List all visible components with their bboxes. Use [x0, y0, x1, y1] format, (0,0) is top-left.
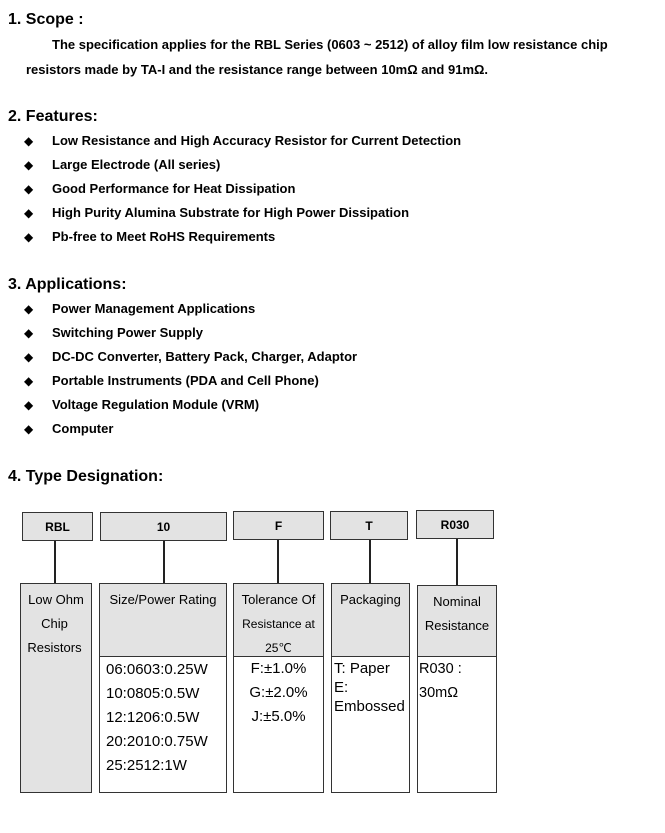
desc-box-resistance: [417, 585, 497, 658]
code-text: R030: [440, 517, 470, 532]
list-item: Voltage Regulation Module (VRM): [52, 397, 260, 412]
value-line: J:±5.0%: [251, 708, 306, 725]
connector-line: [456, 539, 458, 585]
connector-line: [369, 540, 371, 583]
desc-box-packaging: [331, 583, 410, 658]
diamond-bullet-icon: ◆: [24, 350, 34, 364]
value-line: 10:0805:0.5W: [106, 685, 200, 702]
desc-text: Nominal: [433, 594, 481, 609]
diamond-bullet-icon: ◆: [24, 422, 34, 436]
desc-box-size: [99, 583, 227, 658]
code-box-resistance: [416, 510, 494, 539]
desc-text: Resistance at 25℃: [242, 617, 315, 655]
diamond-bullet-icon: ◆: [24, 398, 34, 412]
diamond-bullet-icon: ◆: [24, 134, 34, 148]
diamond-bullet-icon: ◆: [24, 230, 34, 244]
diamond-bullet-icon: ◆: [24, 206, 34, 220]
desc-text: Low Ohm: [28, 592, 84, 607]
list-item: Switching Power Supply: [52, 325, 203, 340]
list-item: High Purity Alumina Substrate for High Power Dissipation: [52, 205, 410, 220]
diamond-bullet-icon: ◆: [24, 374, 34, 388]
values-box-tolerance: [233, 656, 324, 793]
values-box-size: [99, 656, 227, 793]
diamond-bullet-icon: ◆: [24, 326, 34, 340]
values-box-packaging: [331, 656, 410, 793]
diamond-bullet-icon: ◆: [24, 302, 34, 316]
features-heading: 2. Features:: [8, 108, 98, 125]
list-item: Low Resistance and High Accuracy Resistor for Current Detection: [52, 133, 462, 148]
desc-box-tolerance: [233, 583, 324, 658]
list-item: Good Performance for Heat Dissipation: [52, 181, 296, 196]
list-item: Large Electrode (All series): [52, 157, 221, 172]
list-item: Pb-free to Meet RoHS Requirements: [52, 229, 276, 244]
desc-text: Size/Power Rating: [109, 592, 217, 607]
code-text: 10: [156, 519, 171, 534]
desc-text: Tolerance Of: [241, 592, 316, 607]
scope-text-line2: resistors made by TA-I and the resistance range between 10mΩ and 91mΩ.: [26, 62, 489, 77]
value-line: R030 : 30mΩ: [419, 661, 462, 701]
values-box-resistance: [417, 656, 497, 793]
value-line: F:±1.0%: [250, 660, 307, 677]
code-text: F: [274, 518, 283, 533]
desc-text: Resistance: [424, 618, 490, 633]
scope-text-line1: The specification applies for the RBL Series (0603 ~ 2512) of alloy film low resistance chip: [52, 37, 608, 52]
code-text: T: [365, 518, 373, 533]
list-item: Power Management Applications: [52, 301, 256, 316]
connector-line: [54, 541, 56, 583]
code-box-series: [22, 512, 93, 541]
diamond-bullet-icon: ◆: [24, 182, 34, 196]
list-item: Computer: [52, 421, 114, 436]
value-line: T: Paper: [334, 660, 390, 677]
diamond-bullet-icon: ◆: [24, 158, 34, 172]
value-line: G:±2.0%: [249, 684, 308, 701]
scope-heading: 1. Scope :: [8, 11, 84, 28]
desc-text: Packaging: [340, 592, 401, 607]
value-line: 20:2010:0.75W: [106, 733, 208, 750]
desc-box-series: [20, 583, 92, 793]
desc-text: Chip Resistors: [27, 616, 82, 655]
value-line: 25:2512:1W: [106, 757, 187, 774]
value-line: 12:1206:0.5W: [106, 709, 200, 726]
list-item: Portable Instruments (PDA and Cell Phone): [52, 373, 319, 388]
code-box-packaging: [330, 511, 408, 540]
connector-line: [277, 540, 279, 583]
code-box-size: [100, 512, 227, 541]
type-designation-heading: 4. Type Designation:: [8, 468, 164, 485]
value-line: 06:0603:0.25W: [106, 661, 208, 678]
applications-heading: 3. Applications:: [8, 276, 127, 293]
code-box-tolerance: [233, 511, 324, 540]
value-line: E: Embossed: [334, 679, 405, 715]
connector-line: [163, 541, 165, 583]
list-item: DC-DC Converter, Battery Pack, Charger, Adaptor: [52, 349, 358, 364]
code-text: RBL: [45, 519, 70, 534]
